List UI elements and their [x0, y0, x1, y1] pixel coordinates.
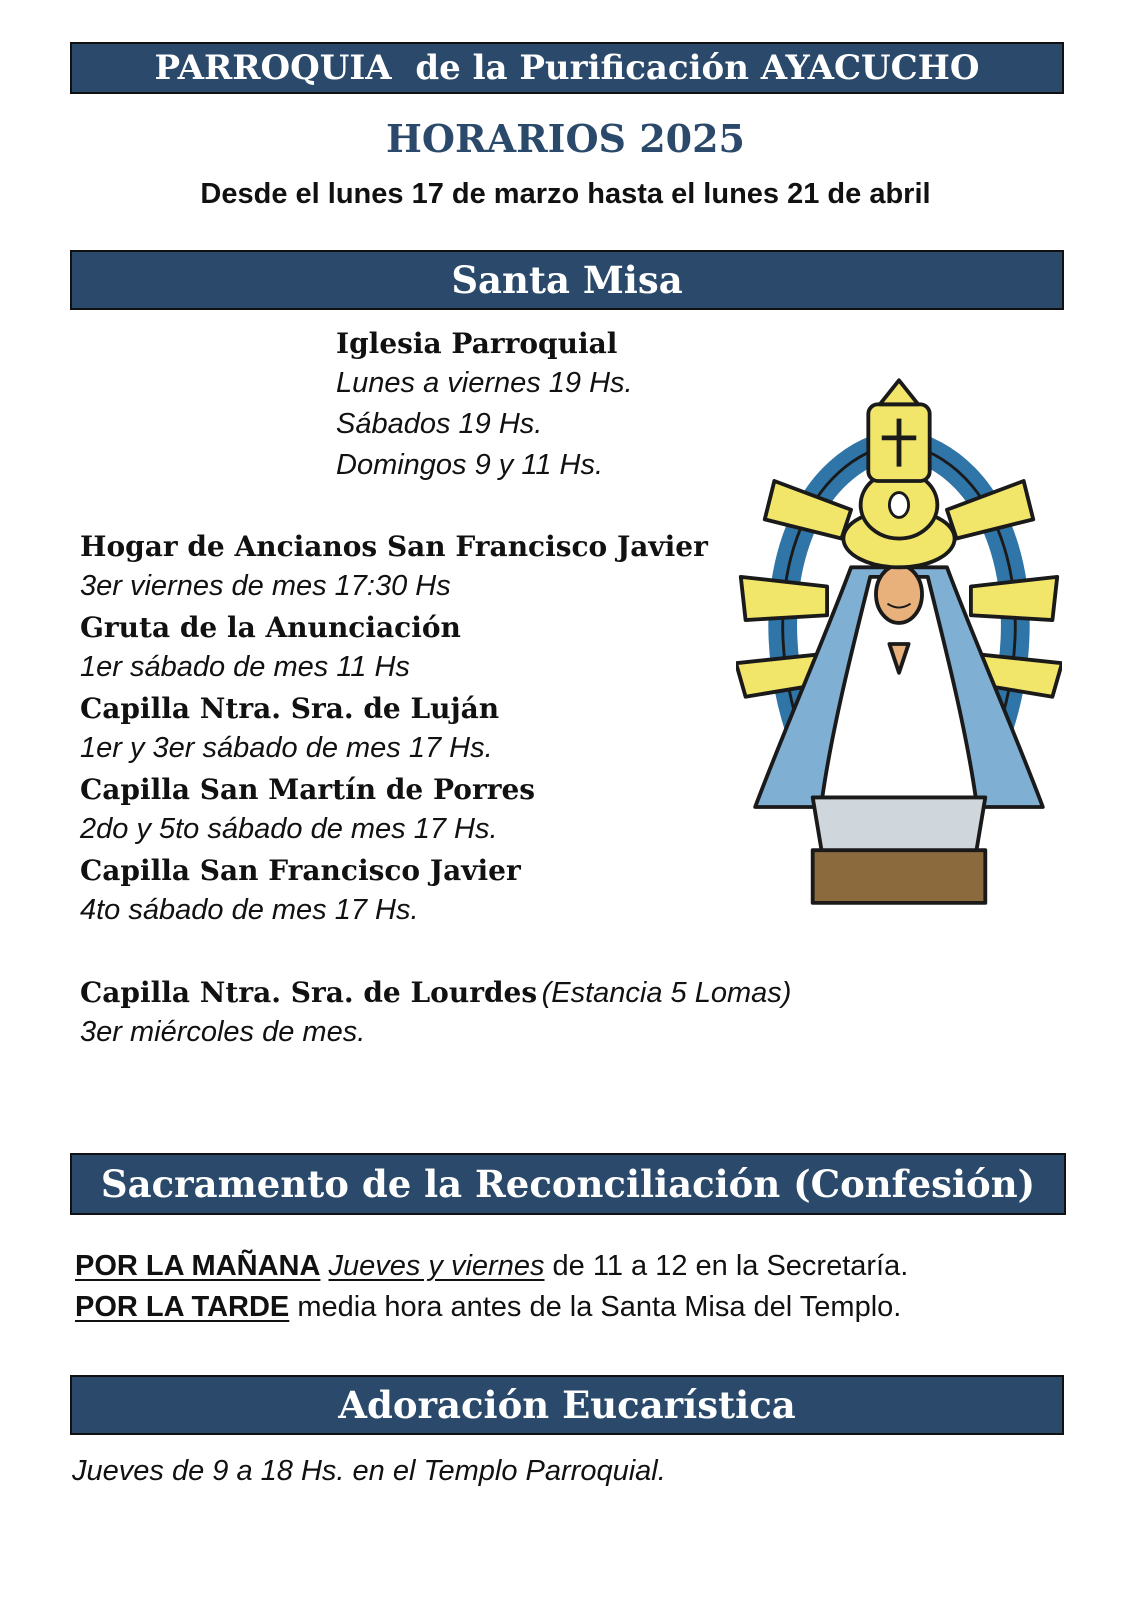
lourdes-line: [80, 976, 791, 1010]
pedestal: [813, 850, 986, 903]
place-name: Capilla Ntra. Sra. de Luján: [80, 692, 500, 725]
place-time: 2do y 5to sábado de mes 17 Hs.: [80, 813, 498, 845]
morning-days: Jueves y viernes: [328, 1250, 545, 1282]
lourdes-name: Capilla Ntra. Sra. de Lourdes: [80, 976, 538, 1009]
confesion-afternoon-line: [75, 1291, 901, 1324]
parish-header-bar: [70, 42, 1064, 94]
iglesia-time-saturdays: Sábados 19 Hs.: [336, 408, 543, 440]
lourdes-note: (Estancia 5 Lomas): [541, 977, 792, 1009]
place-name: Capilla San Martín de Porres: [80, 773, 536, 806]
iglesia-parroquial-name: Iglesia Parroquial: [336, 327, 618, 360]
confesion-heading: Sacramento de la Reconciliación (Confesión): [100, 1162, 1036, 1206]
iglesia-time-sundays: Domingos 9 y 11 Hs.: [336, 449, 604, 481]
lourdes-time: 3er miércoles de mes.: [80, 1016, 366, 1048]
place-name: Gruta de la Anunciación: [80, 611, 461, 644]
place-time: 1er sábado de mes 11 Hs: [80, 651, 410, 683]
ray: [971, 577, 1057, 620]
adoracion-heading: Adoración Eucarística: [338, 1383, 796, 1427]
confesion-morning-line: [75, 1250, 908, 1283]
place-name: Capilla San Francisco Javier: [80, 854, 521, 887]
confesion-heading-bar: [70, 1153, 1066, 1215]
santa-misa-heading: Santa Misa: [451, 258, 683, 302]
iglesia-time-weekdays: Lunes a viernes 19 Hs.: [336, 367, 633, 399]
virgin-of-lujan-illustration: [736, 366, 1062, 922]
place-time: 4to sábado de mes 17 Hs.: [80, 894, 419, 926]
afternoon-rest: media hora antes de la Santa Misa del Templo.: [289, 1291, 902, 1323]
parish-name: PARROQUIA de la Purificación AYACUCHO: [154, 48, 980, 88]
place-time: 3er viernes de mes 17:30 Hs: [80, 570, 451, 602]
face: [876, 565, 922, 623]
schedule-period: Desde el lunes 17 de marzo hasta el lunes 21 de abril: [200, 178, 931, 210]
afternoon-label: POR LA TARDE: [75, 1291, 290, 1323]
base-moon: [813, 797, 986, 855]
adoracion-heading-bar: [70, 1375, 1064, 1435]
morning-rest: de 11 a 12 en la Secretaría.: [544, 1250, 909, 1282]
santa-misa-heading-bar: [70, 250, 1064, 310]
place-name: Hogar de Ancianos San Francisco Javier: [80, 530, 708, 563]
morning-label: POR LA MAÑANA: [75, 1250, 321, 1282]
schedule-title: HORARIOS 2025: [386, 116, 745, 161]
adoracion-text: Jueves de 9 a 18 Hs. en el Templo Parroquial.: [72, 1455, 666, 1487]
ray: [741, 577, 827, 620]
place-time: 1er y 3er sábado de mes 17 Hs.: [80, 732, 493, 764]
